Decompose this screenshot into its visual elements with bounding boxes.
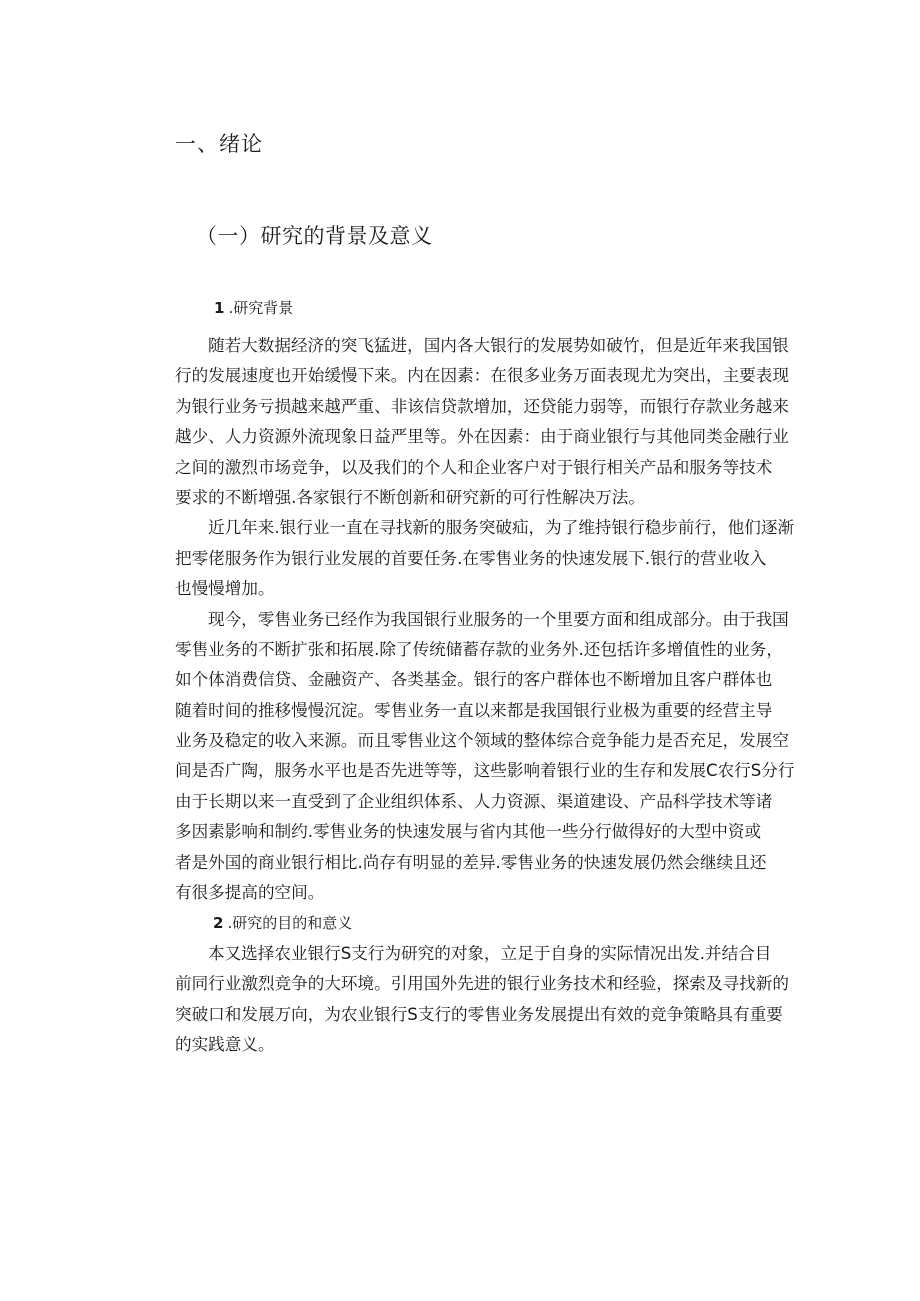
paragraph-line: 的实践意义。	[175, 1034, 275, 1054]
subsection-number: 1	[214, 299, 225, 317]
paragraph-line: 越少、人力资源外流现象日益严里等。外在因素：由于商业银行与其他同类金融行业	[175, 427, 789, 447]
paragraph-line: 现今，零售业务已经作为我国银行业服务的一个里要方面和组成部分。由于我国	[208, 609, 789, 629]
paragraph-line: 由于长期以来一直受到了企业组织体系、人力资源、渠道建设、产品科学技术等诸	[175, 791, 773, 811]
paragraph-line: 把零佬服务作为银行业发展的首要任务.在零售业务的快速发展下.银行的营业收入	[175, 548, 767, 568]
paragraph-line: 突破口和发展万向，为农业银行S支行的零售业务发展提出有效的竞争策略具有重要	[175, 1004, 783, 1024]
paragraph-line: 有很多提高的空间。	[175, 883, 325, 903]
paragraph-line: 行的发展速度也开始缓慢下来。内在因素：在很多业务万面表现尤为突出，主要表现	[175, 366, 789, 386]
paragraph-line: 前同行业激烈竞争的大环境。引用国外先进的银行业务技术和经验，探索及寻找新的	[175, 974, 789, 994]
paragraph-line: 如个体消费信贷、金融资产、各类基金。银行的客户群体也不断增加且客户群体也	[175, 670, 773, 690]
paragraph-line: 本又选择农业银行S支行为研究的对象，立足于自身的实际情况出发.并结合目	[208, 943, 772, 963]
body-text	[175, 331, 795, 1060]
paragraph-line: 之间的激烈市场竞争，以及我们的个人和企业客户对于银行相关产品和服务等技术	[175, 457, 773, 477]
paragraph-line: 要求的不断增强.各家银行不断创新和研究新的可行性解决万法。	[175, 487, 645, 507]
paragraph-line: 近几年来.银行业一直在寻找新的服务突破疝，为了维持银行稳步前行，他们逐渐	[208, 518, 795, 538]
subsection-number: 2	[213, 914, 224, 933]
paragraph-line: 随着时间的推移慢慢沉淀。零售业务一直以来都是我国银行业极为重要的经营主导	[175, 700, 773, 720]
paragraph-line: 间是否广陶，服务水平也是否先进等等，这些影响着银行业的生存和发展C农行S分行	[175, 761, 795, 781]
subsection-title: .研究的目的和意义	[227, 914, 353, 933]
section-heading: （一）研究的背景及意义	[196, 224, 433, 248]
paragraph-line: 业务及稳定的收入来源。而且零售业这个领域的整体综合竞争能力是否充足，发展空	[175, 731, 789, 751]
paragraph-line: 随若大数据经济的突飞猛进，国内各大银行的发展势如破竹，但是近年来我国银	[208, 336, 789, 355]
paragraph-line: 者是外国的商业银行相比.尚存有明显的差异.零售业务的快速发展仍然会继续且还	[175, 852, 767, 872]
paragraph-line: 也慢慢增加。	[175, 579, 275, 599]
paragraph-line: 零售业务的不断扩张和拓展.除了传统储蓄存款的业务外.还包括许多增值性的业务，	[175, 639, 783, 659]
paragraph-line: 多因素影响和制约.零售业务的快速发展与省内其他一些分行做得好的大型中资或	[175, 822, 762, 842]
paragraph-line: 为银行业务亏损越来越严重、非该信贷款增加，还贷能力弱等，而银行存款业务越来	[175, 396, 789, 416]
subsection-title: .研究背景	[228, 299, 294, 317]
chapter-heading: 一、绪论	[175, 132, 263, 156]
subsection-heading-background	[214, 297, 293, 318]
subsection-heading-purpose	[175, 908, 795, 938]
